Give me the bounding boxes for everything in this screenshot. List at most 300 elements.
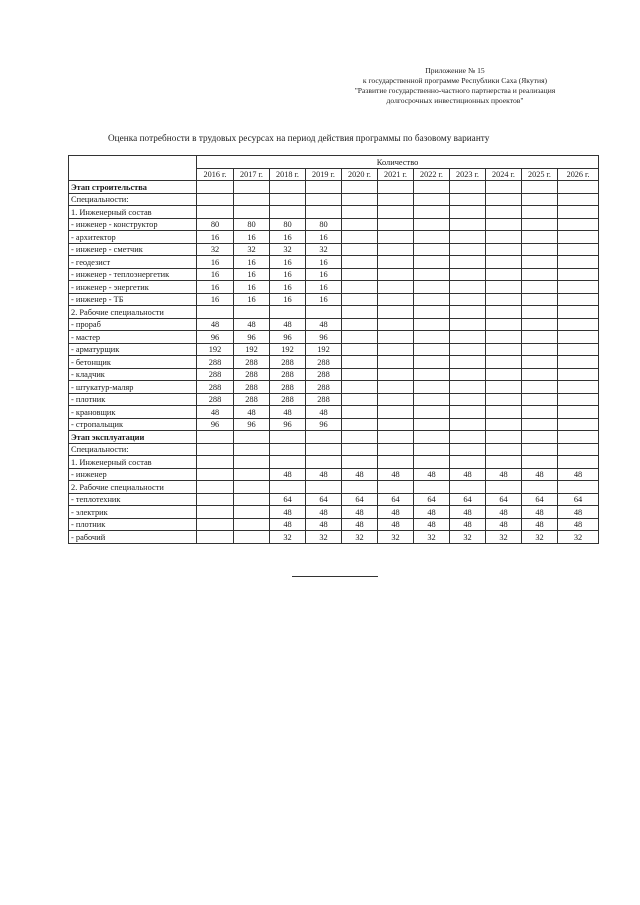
value-cell xyxy=(522,181,558,194)
row-label: - штукатур-маляр xyxy=(69,381,197,394)
value-cell xyxy=(342,268,378,281)
value-cell: 32 xyxy=(522,531,558,544)
value-cell xyxy=(234,181,270,194)
table-row xyxy=(69,356,599,369)
value-cell: 288 xyxy=(306,381,342,394)
value-cell xyxy=(522,293,558,306)
value-cell xyxy=(342,218,378,231)
year-header-6: 2022 г. xyxy=(414,168,450,181)
table-row xyxy=(69,206,599,219)
value-cell xyxy=(342,231,378,244)
value-cell xyxy=(522,431,558,444)
value-cell: 288 xyxy=(197,356,234,369)
table-header-row-quantity xyxy=(69,156,599,169)
value-cell xyxy=(414,381,450,394)
value-cell: 32 xyxy=(270,243,306,256)
value-cell xyxy=(558,393,599,406)
value-cell xyxy=(414,181,450,194)
value-cell: 288 xyxy=(306,356,342,369)
table-row xyxy=(69,531,599,544)
value-cell xyxy=(378,418,414,431)
row-label: - инженер - конструктор xyxy=(69,218,197,231)
value-cell xyxy=(342,406,378,419)
value-cell: 32 xyxy=(306,531,342,544)
table-row xyxy=(69,306,599,319)
value-cell xyxy=(342,256,378,269)
table-body xyxy=(69,181,599,544)
value-cell xyxy=(270,456,306,469)
value-cell xyxy=(450,456,486,469)
value-cell xyxy=(450,443,486,456)
value-cell xyxy=(197,481,234,494)
value-cell xyxy=(342,193,378,206)
value-cell xyxy=(450,306,486,319)
row-label: 2. Рабочие специальности xyxy=(69,481,197,494)
value-cell xyxy=(234,506,270,519)
value-cell xyxy=(414,406,450,419)
value-cell xyxy=(378,443,414,456)
value-cell: 16 xyxy=(306,268,342,281)
value-cell xyxy=(197,181,234,194)
table-row xyxy=(69,506,599,519)
value-cell xyxy=(234,468,270,481)
value-cell xyxy=(558,318,599,331)
value-cell xyxy=(486,293,522,306)
value-cell xyxy=(234,481,270,494)
value-cell: 96 xyxy=(306,331,342,344)
value-cell xyxy=(486,343,522,356)
value-cell: 16 xyxy=(270,281,306,294)
value-cell: 48 xyxy=(270,468,306,481)
value-cell xyxy=(522,206,558,219)
value-cell xyxy=(558,343,599,356)
value-cell: 48 xyxy=(306,318,342,331)
row-label: - мастер xyxy=(69,331,197,344)
value-cell xyxy=(414,293,450,306)
value-cell: 288 xyxy=(197,393,234,406)
value-cell xyxy=(378,456,414,469)
value-cell xyxy=(342,356,378,369)
value-cell xyxy=(378,231,414,244)
value-cell xyxy=(270,481,306,494)
value-cell xyxy=(414,206,450,219)
value-cell: 192 xyxy=(234,343,270,356)
value-cell xyxy=(414,443,450,456)
value-cell xyxy=(486,393,522,406)
value-cell xyxy=(486,368,522,381)
table-row xyxy=(69,493,599,506)
table-row xyxy=(69,343,599,356)
value-cell: 48 xyxy=(378,468,414,481)
value-cell: 48 xyxy=(486,468,522,481)
value-cell xyxy=(450,481,486,494)
value-cell: 288 xyxy=(270,393,306,406)
value-cell xyxy=(270,431,306,444)
value-cell: 288 xyxy=(234,368,270,381)
year-header-4: 2020 г. xyxy=(342,168,378,181)
value-cell xyxy=(378,243,414,256)
value-cell: 288 xyxy=(270,368,306,381)
value-cell xyxy=(234,431,270,444)
value-cell xyxy=(342,368,378,381)
value-cell: 48 xyxy=(197,406,234,419)
value-cell: 288 xyxy=(234,393,270,406)
value-cell xyxy=(378,281,414,294)
labor-resources-table xyxy=(68,155,599,544)
value-cell: 96 xyxy=(197,418,234,431)
year-header-2: 2018 г. xyxy=(270,168,306,181)
value-cell: 32 xyxy=(378,531,414,544)
value-cell xyxy=(342,431,378,444)
value-cell xyxy=(197,443,234,456)
value-cell xyxy=(234,531,270,544)
value-cell: 32 xyxy=(306,243,342,256)
value-cell: 48 xyxy=(234,318,270,331)
value-cell xyxy=(522,281,558,294)
row-label: - электрик xyxy=(69,506,197,519)
value-cell: 48 xyxy=(414,518,450,531)
value-cell xyxy=(414,218,450,231)
value-cell xyxy=(234,206,270,219)
value-cell xyxy=(197,206,234,219)
value-cell: 48 xyxy=(414,506,450,519)
value-cell xyxy=(378,343,414,356)
value-cell: 64 xyxy=(378,493,414,506)
year-header-3: 2019 г. xyxy=(306,168,342,181)
value-cell xyxy=(378,306,414,319)
value-cell xyxy=(197,431,234,444)
value-cell xyxy=(486,281,522,294)
value-cell xyxy=(522,306,558,319)
year-header-9: 2025 г. xyxy=(522,168,558,181)
table-row xyxy=(69,518,599,531)
value-cell xyxy=(486,331,522,344)
table-row xyxy=(69,281,599,294)
value-cell: 64 xyxy=(558,493,599,506)
value-cell: 48 xyxy=(270,506,306,519)
value-cell: 32 xyxy=(558,531,599,544)
value-cell: 48 xyxy=(342,468,378,481)
value-cell: 288 xyxy=(197,368,234,381)
value-cell: 80 xyxy=(197,218,234,231)
value-cell xyxy=(378,368,414,381)
value-cell: 16 xyxy=(234,268,270,281)
value-cell xyxy=(558,256,599,269)
value-cell xyxy=(197,456,234,469)
value-cell xyxy=(270,193,306,206)
value-cell xyxy=(378,293,414,306)
value-cell: 16 xyxy=(234,231,270,244)
value-cell xyxy=(378,218,414,231)
value-cell: 96 xyxy=(270,331,306,344)
value-cell: 48 xyxy=(522,468,558,481)
value-cell: 32 xyxy=(486,531,522,544)
value-cell xyxy=(522,406,558,419)
quantity-header: Количество xyxy=(197,156,599,169)
value-cell xyxy=(414,243,450,256)
value-cell xyxy=(558,293,599,306)
value-cell xyxy=(342,456,378,469)
value-cell: 48 xyxy=(270,318,306,331)
value-cell: 16 xyxy=(270,293,306,306)
value-cell: 16 xyxy=(306,231,342,244)
year-header-7: 2023 г. xyxy=(450,168,486,181)
value-cell: 64 xyxy=(522,493,558,506)
value-cell xyxy=(522,393,558,406)
value-cell xyxy=(522,481,558,494)
row-label: - стропальщик xyxy=(69,418,197,431)
value-cell xyxy=(378,206,414,219)
value-cell xyxy=(414,306,450,319)
value-cell xyxy=(197,468,234,481)
value-cell xyxy=(450,293,486,306)
value-cell xyxy=(450,193,486,206)
value-cell xyxy=(234,193,270,206)
value-cell xyxy=(197,193,234,206)
value-cell xyxy=(414,231,450,244)
value-cell: 16 xyxy=(234,281,270,294)
value-cell xyxy=(558,181,599,194)
value-cell: 48 xyxy=(270,406,306,419)
table-row xyxy=(69,268,599,281)
value-cell xyxy=(450,418,486,431)
value-cell: 48 xyxy=(558,468,599,481)
value-cell xyxy=(197,506,234,519)
value-cell xyxy=(414,256,450,269)
value-cell: 16 xyxy=(197,268,234,281)
table-row xyxy=(69,418,599,431)
value-cell: 32 xyxy=(234,243,270,256)
value-cell xyxy=(234,518,270,531)
value-cell: 80 xyxy=(306,218,342,231)
value-cell xyxy=(522,456,558,469)
value-cell xyxy=(522,356,558,369)
value-cell: 48 xyxy=(414,468,450,481)
value-cell: 48 xyxy=(378,506,414,519)
value-cell xyxy=(486,268,522,281)
value-cell xyxy=(486,256,522,269)
value-cell xyxy=(414,368,450,381)
value-cell: 288 xyxy=(197,381,234,394)
value-cell xyxy=(558,218,599,231)
row-label: - плотник xyxy=(69,393,197,406)
value-cell xyxy=(522,243,558,256)
value-cell: 16 xyxy=(197,231,234,244)
value-cell xyxy=(486,443,522,456)
value-cell: 192 xyxy=(306,343,342,356)
value-cell: 288 xyxy=(306,393,342,406)
value-cell: 288 xyxy=(234,381,270,394)
value-cell: 16 xyxy=(197,281,234,294)
value-cell xyxy=(342,393,378,406)
value-cell xyxy=(486,206,522,219)
table-row xyxy=(69,243,599,256)
value-cell: 16 xyxy=(270,268,306,281)
value-cell xyxy=(342,331,378,344)
value-cell xyxy=(342,318,378,331)
value-cell xyxy=(378,406,414,419)
value-cell xyxy=(450,381,486,394)
value-cell xyxy=(342,181,378,194)
value-cell xyxy=(486,456,522,469)
value-cell: 48 xyxy=(486,518,522,531)
table-row xyxy=(69,318,599,331)
value-cell: 48 xyxy=(306,506,342,519)
value-cell: 16 xyxy=(197,293,234,306)
value-cell: 80 xyxy=(234,218,270,231)
value-cell xyxy=(522,268,558,281)
value-cell xyxy=(378,268,414,281)
year-header-0: 2016 г. xyxy=(197,168,234,181)
table-row xyxy=(69,468,599,481)
value-cell: 32 xyxy=(197,243,234,256)
value-cell xyxy=(450,218,486,231)
value-cell xyxy=(378,356,414,369)
table-row xyxy=(69,218,599,231)
row-label: Специальности: xyxy=(69,193,197,206)
value-cell xyxy=(558,381,599,394)
value-cell xyxy=(522,368,558,381)
value-cell: 64 xyxy=(270,493,306,506)
value-cell xyxy=(486,231,522,244)
value-cell: 288 xyxy=(306,368,342,381)
row-label: - инженер xyxy=(69,468,197,481)
value-cell xyxy=(558,418,599,431)
table-row xyxy=(69,331,599,344)
row-label: - бетонщик xyxy=(69,356,197,369)
value-cell xyxy=(197,518,234,531)
value-cell: 32 xyxy=(342,531,378,544)
value-cell xyxy=(522,193,558,206)
row-label: - крановщик xyxy=(69,406,197,419)
value-cell: 48 xyxy=(378,518,414,531)
value-cell xyxy=(486,181,522,194)
appendix-program-line: к государственной программе Республики Саха (Якутия) xyxy=(362,76,548,85)
value-cell: 16 xyxy=(270,256,306,269)
value-cell xyxy=(342,381,378,394)
row-label: - инженер - энергетик xyxy=(69,281,197,294)
value-cell: 48 xyxy=(197,318,234,331)
value-cell xyxy=(306,481,342,494)
year-header-10: 2026 г. xyxy=(558,168,599,181)
value-cell xyxy=(342,481,378,494)
value-cell xyxy=(522,218,558,231)
value-cell xyxy=(270,181,306,194)
value-cell xyxy=(378,331,414,344)
appendix-program-name-line1: "Развитие государственно-частного партнерства и реализация xyxy=(354,86,556,95)
value-cell xyxy=(558,431,599,444)
value-cell xyxy=(522,318,558,331)
value-cell: 16 xyxy=(306,281,342,294)
value-cell: 80 xyxy=(270,218,306,231)
table-row xyxy=(69,393,599,406)
value-cell: 32 xyxy=(450,531,486,544)
value-cell xyxy=(414,456,450,469)
value-cell xyxy=(197,306,234,319)
value-cell: 48 xyxy=(234,406,270,419)
table-row xyxy=(69,193,599,206)
value-cell: 96 xyxy=(234,331,270,344)
table-corner-cell xyxy=(69,156,197,181)
row-label: 1. Инженерный состав xyxy=(69,206,197,219)
value-cell xyxy=(558,331,599,344)
value-cell: 48 xyxy=(450,518,486,531)
value-cell xyxy=(450,343,486,356)
value-cell xyxy=(414,268,450,281)
value-cell xyxy=(414,481,450,494)
value-cell xyxy=(450,393,486,406)
year-header-5: 2021 г. xyxy=(378,168,414,181)
value-cell xyxy=(234,443,270,456)
value-cell xyxy=(342,418,378,431)
value-cell: 288 xyxy=(234,356,270,369)
value-cell: 96 xyxy=(306,418,342,431)
value-cell xyxy=(450,268,486,281)
value-cell xyxy=(450,368,486,381)
value-cell xyxy=(234,493,270,506)
value-cell xyxy=(558,356,599,369)
value-cell xyxy=(414,318,450,331)
value-cell: 48 xyxy=(450,506,486,519)
value-cell: 48 xyxy=(522,506,558,519)
value-cell: 64 xyxy=(450,493,486,506)
value-cell xyxy=(522,331,558,344)
value-cell xyxy=(306,443,342,456)
value-cell: 16 xyxy=(197,256,234,269)
value-cell xyxy=(414,281,450,294)
value-cell: 64 xyxy=(342,493,378,506)
table-row xyxy=(69,256,599,269)
row-label: Специальности: xyxy=(69,443,197,456)
value-cell xyxy=(234,306,270,319)
value-cell xyxy=(378,393,414,406)
value-cell xyxy=(522,256,558,269)
value-cell xyxy=(486,481,522,494)
row-label: - кладчик xyxy=(69,368,197,381)
value-cell xyxy=(558,406,599,419)
row-label: - инженер - сметчик xyxy=(69,243,197,256)
value-cell xyxy=(486,418,522,431)
table-row xyxy=(69,456,599,469)
value-cell xyxy=(522,443,558,456)
value-cell: 48 xyxy=(486,506,522,519)
row-label: - инженер - теплоэнергетик xyxy=(69,268,197,281)
value-cell xyxy=(522,381,558,394)
value-cell xyxy=(558,306,599,319)
value-cell: 48 xyxy=(306,468,342,481)
value-cell xyxy=(414,331,450,344)
value-cell xyxy=(378,318,414,331)
value-cell xyxy=(414,356,450,369)
value-cell xyxy=(486,243,522,256)
table-row xyxy=(69,481,599,494)
value-cell xyxy=(414,418,450,431)
appendix-header xyxy=(330,66,580,106)
value-cell xyxy=(378,481,414,494)
section-label: Этап эксплуатации xyxy=(69,431,197,444)
value-cell xyxy=(522,231,558,244)
value-cell xyxy=(450,243,486,256)
value-cell xyxy=(450,181,486,194)
value-cell: 32 xyxy=(270,531,306,544)
value-cell xyxy=(197,493,234,506)
row-label: - инженер - ТБ xyxy=(69,293,197,306)
year-header-1: 2017 г. xyxy=(234,168,270,181)
value-cell xyxy=(414,393,450,406)
value-cell xyxy=(558,443,599,456)
value-cell xyxy=(450,318,486,331)
row-label: - арматурщик xyxy=(69,343,197,356)
